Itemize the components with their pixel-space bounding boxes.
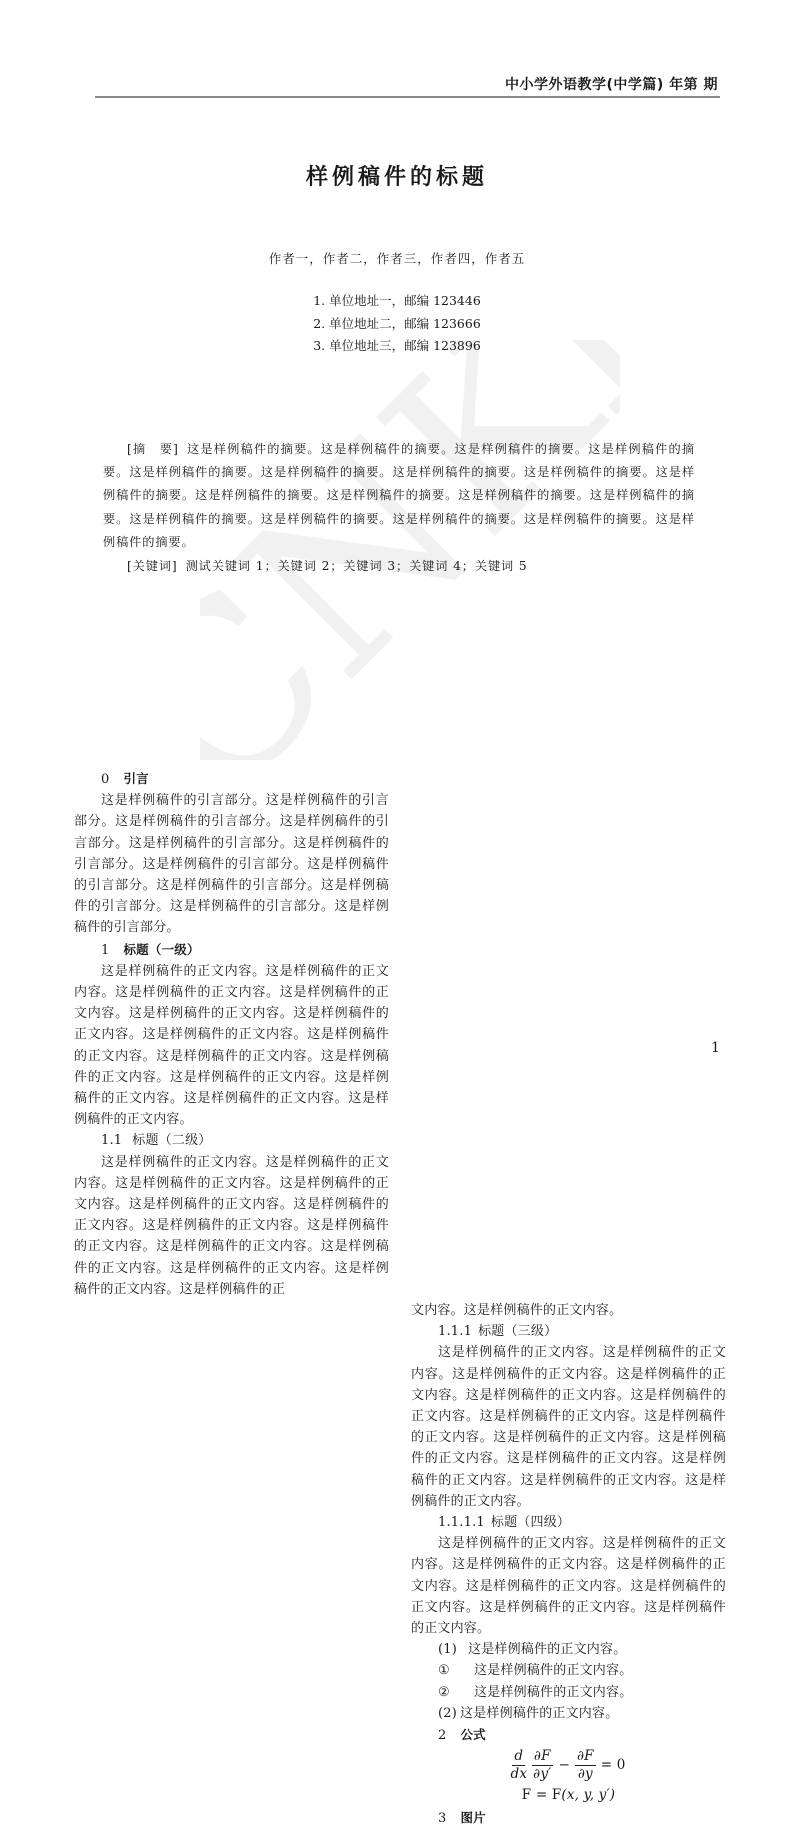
section-number: 2: [438, 1728, 447, 1744]
affiliation-list: [0, 290, 794, 358]
keywords-paragraph: [103, 555, 695, 578]
list-marker: ①: [438, 1663, 450, 1679]
list-item: [411, 1660, 726, 1681]
list-marker: ②: [438, 1684, 450, 1700]
journal-header: 中小学外语教学(中学篇) 年第 期: [504, 77, 718, 93]
eq-rhs-function: F: [551, 1787, 562, 1804]
numerator: ∂F: [533, 1748, 551, 1765]
minus-sign: −: [558, 1757, 570, 1774]
numerator: d: [514, 1748, 524, 1765]
section-number: 1.1.1.1: [438, 1515, 485, 1531]
fraction: [531, 1748, 553, 1783]
section-number: 1.1: [101, 1133, 123, 1149]
section-1-1-1-paragraph: 这是样例稿件的正文内容。这是样例稿件的正文内容。这是样例稿件的正文内容。这是样例稿件的正文内容。这是样例稿件的正文内容。这是样例稿件的正文内容。这是样例稿件的正文内容。这是样例稿件的正文内容。这是样例稿件的正文内容。这是样例稿件的正文内容。这是样例稿件的正文内容。这是样例稿件的正文内容。这是样例稿件的正文内容。这是样例稿件的正文内容。: [411, 1345, 726, 1509]
section-title: 公式: [460, 1727, 486, 1743]
author-list: 作者一，作者二，作者三，作者四，作者五: [268, 251, 526, 266]
keywords-label: [关键词]: [127, 558, 178, 573]
section-title: 标题（四级）: [490, 1515, 571, 1531]
section-heading-intro: [74, 768, 389, 790]
abstract-text: 这是样例稿件的摘要。这是样例稿件的摘要。这是样例稿件的摘要。这是样例稿件的摘要。这是样例稿件的摘要。这是样例稿件的摘要。这是样例稿件的摘要。这是样例稿件的摘要。这是样例稿件的摘要。这是样例稿件的摘要。这是样例稿件的摘要。这是样例稿件的摘要。这是样例稿件的摘要。这是样例稿件的摘要。这是样例稿件的摘要。这是样例稿件的摘要。这是样例稿件的摘要。这是样例稿件的摘要。: [103, 441, 696, 550]
section-number: 1.1.1: [438, 1324, 473, 1340]
denominator: ∂y: [577, 1766, 593, 1783]
fraction: [575, 1748, 596, 1783]
section-heading-1-1-1-1: [411, 1512, 726, 1533]
watermark-text: CNKI: [200, 340, 620, 760]
section-heading-2: [411, 1724, 726, 1746]
section-1-1-1-1-paragraph: 这是样例稿件的正文内容。这是样例稿件的正文内容。这是样例稿件的正文内容。这是样例稿件的正文内容。这是样例稿件的正文内容。这是样例稿件的正文内容。这是样例稿件的正文内容。这是样例稿件的正文内容。: [411, 1536, 726, 1637]
section-1-1-paragraph-continued: 文内容。这是样例稿件的正文内容。: [411, 1303, 623, 1319]
eq-sign: =: [535, 1787, 548, 1804]
section-heading-1-1-1: [411, 1321, 726, 1342]
section-1-1-paragraph: 这是样例稿件的正文内容。这是样例稿件的正文内容。这是样例稿件的正文内容。这是样例稿件的正文内容。这是样例稿件的正文内容。这是样例稿件的正文内容。这是样例稿件的正文内容。这是样例稿件的正文内容。这是样例稿件的正文内容。这是样例稿件的正文内容。这是样例稿件的正文内容。这是样例稿件的正文内容。这是样例稿件的正: [74, 1154, 389, 1297]
section-title: 标题（三级）: [478, 1324, 558, 1340]
paper-title: 样例稿件的标题: [305, 164, 488, 190]
list-text: 这是样例稿件的正文内容。: [468, 1642, 627, 1658]
list-item: [411, 1682, 726, 1703]
affiliation-item: 1. 单位地址一，邮编 123446: [313, 293, 481, 308]
fraction: [509, 1748, 530, 1783]
section-heading-1-1: [74, 1130, 389, 1151]
section-title: 标题（一级）: [123, 941, 200, 957]
section-title: 引言: [123, 770, 149, 786]
header-rule: [95, 96, 720, 98]
list-item: [411, 1703, 726, 1724]
keywords-text: 测试关键词 1；关键词 2；关键词 3；关键词 4；关键词 5: [185, 558, 528, 573]
list-item: [411, 1639, 726, 1660]
section-title: 图片: [460, 1810, 486, 1826]
list-marker: (2): [438, 1705, 458, 1721]
abstract-paragraph: [103, 438, 695, 555]
right-column: [411, 1300, 726, 1829]
section-heading-3: [411, 1807, 726, 1829]
denominator: ∂y′: [533, 1766, 552, 1783]
section-heading-1: [74, 939, 389, 961]
eq-args: (x, y, y′): [561, 1787, 616, 1804]
affiliation-item: 2. 单位地址二，邮编 123666: [313, 315, 481, 331]
section-title: 标题（二级）: [132, 1133, 212, 1149]
list-text: 这是样例稿件的正文内容。: [460, 1705, 619, 1721]
section-number: 3: [438, 1811, 447, 1827]
list-marker: (1): [438, 1642, 458, 1658]
section-1-paragraph: 这是样例稿件的正文内容。这是样例稿件的正文内容。这是样例稿件的正文内容。这是样例稿件的正文内容。这是样例稿件的正文内容。这是样例稿件的正文内容。这是样例稿件的正文内容。这是样例稿件的正文内容。这是样例稿件的正文内容。这是样例稿件的正文内容。这是样例稿件的正文内容。这是样例稿件的正文内容。这是样例稿件的正文内容。这是样例稿件的正文内容。: [74, 963, 389, 1128]
section-number: 1: [101, 942, 110, 958]
equals-zero: = 0: [600, 1757, 626, 1774]
equation-euler-lagrange: [411, 1748, 726, 1783]
affiliation-item: 3. 单位地址三，邮编 123896: [313, 338, 481, 353]
section-number: 0: [101, 771, 110, 787]
numerator: ∂F: [576, 1748, 594, 1765]
page-number: 1: [711, 1040, 720, 1056]
left-column: [74, 768, 389, 1300]
abstract-label: [摘 要]: [127, 441, 179, 456]
list-text: 这是样例稿件的正文内容。: [474, 1663, 633, 1679]
list-text: 这是样例稿件的正文内容。: [474, 1684, 633, 1700]
equation-function-definition: [411, 1783, 726, 1807]
denominator: dx: [510, 1766, 528, 1783]
intro-paragraph: 这是样例稿件的引言部分。这是样例稿件的引言部分。这是样例稿件的引言部分。这是样例稿件的引言部分。这是样例稿件的引言部分。这是样例稿件的引言部分。这是样例稿件的引言部分。这是样例稿件的引言部分。这是样例稿件的引言部分。这是样例稿件的引言部分。这是样例稿件的引言部分。这是样例稿件的引言部分。: [74, 793, 389, 936]
abstract-block: [103, 438, 695, 578]
eq-lhs: F: [521, 1787, 532, 1804]
